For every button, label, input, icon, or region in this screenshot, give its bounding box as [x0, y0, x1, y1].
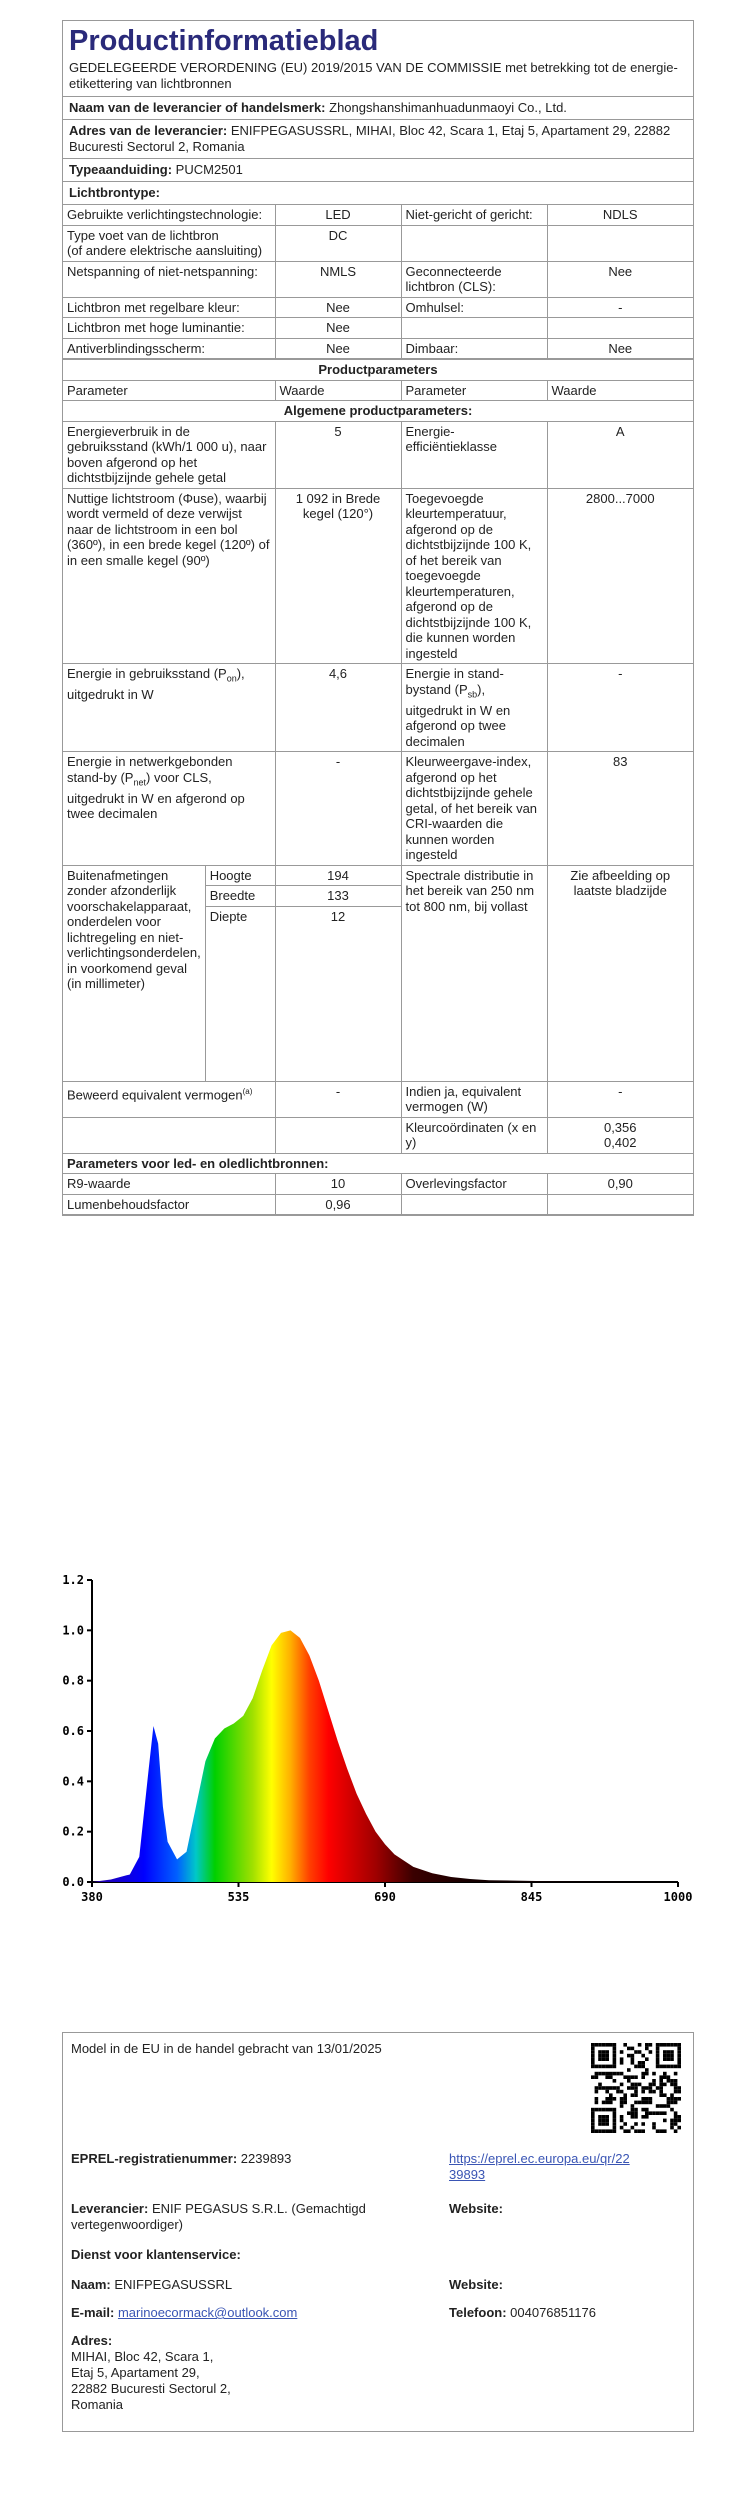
address-line-2: Etaj 5, Apartament 29,	[71, 2365, 200, 2380]
pnet-label	[63, 752, 275, 866]
x-tick-label: 690	[374, 1890, 396, 1904]
website2-label: Website:	[449, 2277, 503, 2292]
r9-label: R9-waarde	[63, 1174, 275, 1195]
label-supplier-value: ENIF PEGASUS S.R.L. (Gemachtigd vertegenwoordiger)	[71, 2201, 366, 2232]
eprel-link-line-2[interactable]: 39893	[449, 2167, 486, 2182]
width-label: Breedte	[205, 886, 274, 907]
psb-label-a: Energie in stand-bystand (P	[405, 666, 504, 697]
high-lum-label: Lichtbron met hoge luminantie:	[63, 318, 275, 339]
height-value: 194	[276, 866, 401, 886]
glare-value: Nee	[275, 338, 401, 359]
class-value: A	[547, 421, 693, 488]
tech-value: LED	[275, 205, 401, 226]
psb-label	[401, 664, 547, 752]
spd-value: Zie afbeelding op laatste bladzijde	[547, 865, 693, 1081]
spectral-distribution-chart	[48, 1560, 693, 1910]
cri-value: 83	[547, 752, 693, 866]
name-row	[71, 2277, 232, 2293]
depth-label: Diepte	[205, 906, 274, 1081]
pon-label	[63, 664, 275, 752]
y-tick-label: 0.4	[62, 1774, 84, 1789]
spd-label: Spectrale distributie in het bereik van 250 nm tot 800 nm, bij vollast	[401, 865, 547, 1081]
y-tick-label: 0.0	[62, 1875, 84, 1889]
height-label: Hoogte	[205, 866, 274, 886]
dims-cell	[63, 865, 275, 1081]
claimed-value: -	[275, 1081, 401, 1117]
email-row	[71, 2305, 297, 2321]
col-value: Waarde	[275, 380, 401, 401]
cap-cell	[63, 225, 275, 261]
qr-code-icon[interactable]	[591, 2043, 681, 2133]
mains-value: NMLS	[275, 261, 401, 297]
energy-label-info-box	[62, 2032, 694, 2432]
lumen-label: Lumenbehoudsfactor	[63, 1194, 275, 1215]
cls-value: Nee	[547, 261, 693, 297]
r9-value: 10	[275, 1174, 401, 1195]
page-title: Productinformatieblad	[69, 25, 379, 57]
width-value: 133	[276, 886, 401, 907]
x-tick-label: 1000	[663, 1890, 693, 1904]
eprel-label: EPREL-registratienummer:	[71, 2151, 238, 2166]
x-tick-label: 380	[81, 1890, 103, 1904]
label-address-label: Adres:	[71, 2333, 113, 2348]
equiv-value: -	[547, 1081, 693, 1117]
name-value: ENIFPEGASUSSRL	[114, 2277, 233, 2292]
name-label: Naam:	[71, 2277, 111, 2292]
col-param: Parameter	[63, 380, 275, 401]
psb-label-b: ), uitgedrukt in W en afgerond op twee decimalen	[405, 681, 511, 749]
pon-sub: on	[226, 673, 237, 684]
eprel-link-line-1[interactable]: https://eprel.ec.europa.eu/qr/22	[449, 2151, 630, 2166]
eprel-link-block	[449, 2151, 630, 2183]
x-tick-label: 535	[227, 1890, 250, 1904]
glare-label: Antiverblindingsscherm:	[63, 338, 275, 359]
type-row	[63, 158, 693, 181]
product-information-sheet	[62, 20, 694, 1216]
phone-label: Telefoon:	[449, 2305, 507, 2320]
address-row	[63, 119, 693, 158]
dims-values-cell	[275, 865, 401, 1081]
color-tunable-label: Lichtbron met regelbare kleur:	[63, 297, 275, 318]
spectrum-fill	[92, 1580, 678, 1882]
dimmable-value: Nee	[547, 338, 693, 359]
lumen-value: 0,96	[275, 1194, 401, 1215]
high-lum-value: Nee	[275, 318, 401, 339]
service-header: Dienst voor klantenservice:	[71, 2247, 241, 2262]
energy-label: Energieverbruik in de gebruiksstand (kWh/1 000 u), naar boven afgerond op het dichtstbijzijnde gehele getal	[63, 421, 275, 488]
nondirectional-value: NDLS	[547, 205, 693, 226]
mains-label: Netspanning of niet-netspanning:	[63, 261, 275, 297]
cri-label: Kleurweergave-index, afgerond op het dichtstbijzijnde gehele getal, of het bereik van CRI-waarden die kunnen worden ingesteld	[401, 752, 547, 866]
y-tick-label: 0.2	[62, 1824, 84, 1839]
regulation-text: GEDELEGEERDE VERORDENING (EU) 2019/2015 VAN DE COMMISSIE met betrekking tot de energie-etikettering van lichtbronnen	[69, 60, 678, 91]
pnet-value: -	[275, 752, 401, 866]
params-header: Productparameters	[63, 360, 693, 381]
x-tick-label: 845	[520, 1890, 543, 1904]
chroma-values	[547, 1117, 693, 1153]
address-line-4: Romania	[71, 2397, 124, 2412]
color-tunable-value: Nee	[275, 297, 401, 318]
col-value-2: Waarde	[547, 380, 693, 401]
address-label: Adres van de leverancier:	[69, 123, 228, 138]
email-link[interactable]: marinoecormack@outlook.com	[117, 2305, 298, 2320]
dims-label: Buitenafmetingen zonder afzonderlijk voorschakelapparaat, onderdelen voor lichtregeling en niet-verlichtingsonderdelen, in voorkomend geval (in millimeter)	[63, 866, 205, 1081]
envelope-value: -	[547, 297, 693, 318]
type-value: PUCM2501	[175, 162, 243, 177]
tech-label: Gebruikte verlichtingstechnologie:	[63, 205, 275, 226]
website-label: Website:	[449, 2201, 503, 2216]
chroma-y: 0,402	[603, 1135, 637, 1151]
nondirectional-label: Niet-gericht of gericht:	[401, 205, 547, 226]
cct-value: 2800...7000	[547, 488, 693, 664]
parameters-table	[63, 359, 693, 1215]
pon-label-a: Energie in gebruiksstand (P	[67, 666, 227, 681]
cap-label: Type voet van de lichtbron	[67, 227, 219, 243]
energy-value: 5	[275, 421, 401, 488]
chroma-label: Kleurcoördinaten (x en y)	[401, 1117, 547, 1153]
y-tick-label: 0.6	[62, 1724, 84, 1738]
label-supplier-label: Leverancier:	[71, 2201, 149, 2216]
cap-sub: (of andere elektrische aansluiting)	[67, 243, 263, 258]
claimed-label-text: Beweerd equivalent vermogen	[67, 1086, 243, 1102]
eprel-row	[71, 2151, 291, 2167]
pnet-sub: net	[133, 777, 146, 788]
envelope-label: Omhulsel:	[401, 297, 547, 318]
depth-value: 12	[330, 908, 346, 924]
chroma-x: 0,356	[603, 1119, 637, 1135]
email-label: E-mail:	[71, 2305, 115, 2320]
led-header: Parameters voor led- en oledlichtbronnen:	[63, 1153, 693, 1174]
pon-value: 4,6	[275, 664, 401, 752]
phone-row	[449, 2305, 596, 2321]
address-line-1: MIHAI, Bloc 42, Scara 1,	[71, 2349, 214, 2364]
psb-value: -	[547, 664, 693, 752]
eprel-value: 2239893	[240, 2151, 292, 2166]
pon-label-b: ), uitgedrukt in W	[67, 666, 245, 703]
flux-value: 1 092 in Brede kegel (120°)	[275, 488, 401, 664]
col-param-2: Parameter	[401, 380, 547, 401]
type-label: Typeaanduiding:	[69, 162, 173, 177]
supplier-block	[71, 2201, 431, 2233]
claimed-sup: (a)	[242, 1086, 253, 1096]
psb-sub: sb	[467, 689, 478, 700]
address-value: ENIFPEGASUSSRL, MIHAI, Bloc 42, Scara 1, Etaj 5, Apartament 29, 22882 Bucuresti Sectorul 2, Romania	[69, 123, 671, 154]
equiv-label: Indien ja, equivalent vermogen (W)	[401, 1081, 547, 1117]
general-header: Algemene productparameters:	[63, 401, 693, 422]
dims-table	[63, 866, 275, 1081]
lightsource-table	[63, 204, 693, 359]
supplier-label: Naam van de leverancier of handelsmerk:	[69, 100, 326, 115]
class-label: Energie-efficiëntieklasse	[401, 421, 547, 488]
y-tick-label: 1.0	[62, 1623, 84, 1638]
lightsource-type-header: Lichtbrontype:	[63, 181, 693, 204]
dimmable-label: Dimbaar:	[401, 338, 547, 359]
claimed-label	[63, 1081, 275, 1117]
address-block	[71, 2333, 231, 2413]
address-line-3: 22882 Bucuresti Sectorul 2,	[71, 2381, 231, 2396]
eprel-link[interactable]	[449, 2151, 630, 2182]
phone-value: 004076851176	[510, 2305, 596, 2320]
cct-label: Toegevoegde kleurtemperatuur, afgerond op de dichtstbijzijnde 100 K, of het bereik van toegevoegde kleurtemperaturen, afgerond op de dichtstbijzijnde 100 K, die kunnen worden ingesteld	[401, 488, 547, 664]
pnet-label-b: ) voor CLS, uitgedrukt in W en afgerond op twee decimalen	[67, 769, 245, 822]
y-tick-label: 1.2	[62, 1573, 84, 1587]
cap-value: DC	[275, 225, 401, 261]
cls-label: Geconnecteerde lichtbron (CLS):	[401, 261, 547, 297]
survival-value: 0,90	[547, 1174, 693, 1195]
flux-label: Nuttige lichtstroom (Φuse), waarbij wordt vermeld of deze verwijst naar de lichtstroom in een bol (360º), in een brede kegel (120º) of in een smalle kegel (90º)	[63, 488, 275, 664]
y-tick-label: 0.8	[62, 1673, 84, 1688]
market-intro: Model in de EU in de handel gebracht van 13/01/2025	[71, 2041, 382, 2056]
supplier-value: Zhongshanshimanhuadunmaoyi Co., Ltd.	[329, 100, 567, 115]
survival-label: Overlevingsfactor	[401, 1174, 547, 1195]
supplier-row	[63, 96, 693, 119]
pnet-label-a: Energie in netwerkgebonden stand-by (P	[67, 754, 233, 785]
